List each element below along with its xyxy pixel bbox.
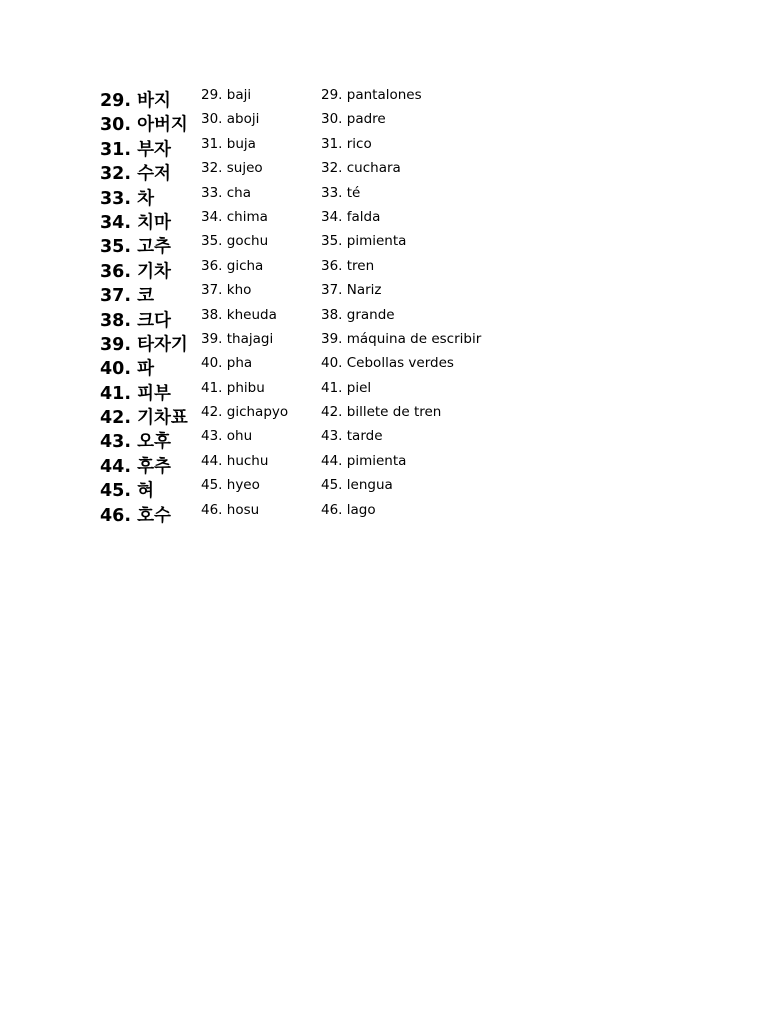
spanish-translation: 41. piel bbox=[321, 379, 372, 396]
korean-word: 32. 수저 bbox=[100, 164, 171, 185]
vocab-row bbox=[100, 305, 660, 329]
spanish-translation: 34. falda bbox=[321, 208, 381, 225]
romanization: 38. kheuda bbox=[201, 306, 277, 323]
spanish-translation: 35. pimienta bbox=[321, 233, 407, 250]
vocab-row bbox=[100, 280, 660, 307]
korean-word: 46. 호수 bbox=[100, 505, 171, 526]
vocab-row bbox=[100, 158, 660, 185]
spanish-translation: 39. máquina de escribir bbox=[321, 330, 482, 347]
romanization: 43. ohu bbox=[201, 428, 253, 445]
romanization: 29. baji bbox=[201, 87, 252, 103]
romanization: 30. aboji bbox=[201, 111, 260, 128]
vocab-row bbox=[100, 353, 660, 380]
korean-word: 42. 기차표 bbox=[100, 408, 188, 429]
romanization: 42. gichapyo bbox=[201, 404, 289, 421]
spanish-translation: 30. padre bbox=[321, 111, 386, 128]
spanish-translation: 36. tren bbox=[321, 257, 375, 274]
spanish-translation: 29. pantalones bbox=[321, 87, 422, 103]
vocab-row bbox=[100, 500, 660, 524]
korean-word: 34. 치마 bbox=[100, 212, 171, 233]
spanish-translation: 40. Cebollas verdes bbox=[321, 355, 454, 372]
romanization: 33. cha bbox=[201, 184, 252, 201]
vocab-row bbox=[100, 426, 660, 453]
spanish-translation: 32. cuchara bbox=[321, 160, 401, 177]
vocab-row bbox=[100, 402, 660, 429]
spanish-translation: 46. lago bbox=[321, 501, 376, 518]
vocab-row bbox=[100, 256, 660, 280]
romanization: 44. huchu bbox=[201, 452, 269, 469]
korean-word: 29. 바지 bbox=[100, 91, 171, 111]
romanization: 31. buja bbox=[201, 135, 256, 152]
korean-word: 44. 후추 bbox=[100, 456, 171, 477]
romanization: 46. hosu bbox=[201, 501, 260, 518]
romanization: 35. gochu bbox=[201, 233, 269, 250]
korean-word: 35. 고추 bbox=[100, 237, 171, 258]
korean-word: 36. 기차 bbox=[100, 261, 171, 282]
korean-word: 45. 혀 bbox=[100, 481, 154, 502]
spanish-translation: 45. lengua bbox=[321, 477, 393, 494]
vocab-row bbox=[100, 183, 660, 207]
romanization: 40. pha bbox=[201, 355, 253, 372]
vocab-row bbox=[100, 207, 660, 231]
spanish-translation: 33. té bbox=[321, 184, 361, 201]
spanish-translation: 42. billete de tren bbox=[321, 404, 442, 421]
vocab-row bbox=[100, 378, 660, 402]
vocab-row bbox=[100, 231, 660, 258]
spanish-translation: 37. Nariz bbox=[321, 282, 382, 299]
spanish-translation: 31. rico bbox=[321, 135, 372, 152]
romanization: 41. phibu bbox=[201, 379, 265, 396]
romanization: 34. chima bbox=[201, 208, 268, 225]
vocab-row bbox=[100, 109, 660, 136]
korean-word: 31. 부자 bbox=[100, 139, 171, 160]
romanization: 39. thajagi bbox=[201, 330, 274, 347]
korean-word: 38. 크다 bbox=[100, 310, 171, 331]
vocab-row bbox=[100, 475, 660, 502]
korean-word: 33. 차 bbox=[100, 188, 154, 209]
spanish-translation: 44. pimienta bbox=[321, 452, 407, 469]
romanization: 37. kho bbox=[201, 282, 252, 299]
vocab-row bbox=[100, 451, 660, 475]
korean-word: 39. 타자기 bbox=[100, 334, 188, 355]
vocab-row bbox=[100, 329, 660, 353]
vocabulary-list bbox=[100, 85, 660, 524]
romanization: 36. gicha bbox=[201, 257, 264, 274]
korean-word: 43. 오후 bbox=[100, 432, 171, 453]
romanization: 32. sujeo bbox=[201, 160, 263, 177]
vocab-row bbox=[100, 134, 660, 158]
korean-word: 30. 아버지 bbox=[100, 115, 188, 136]
romanization: 45. hyeo bbox=[201, 477, 260, 494]
korean-word: 37. 코 bbox=[100, 286, 154, 307]
vocab-row bbox=[100, 85, 660, 109]
korean-word: 40. 파 bbox=[100, 359, 154, 380]
spanish-translation: 43. tarde bbox=[321, 428, 383, 445]
spanish-translation: 38. grande bbox=[321, 306, 395, 323]
korean-word: 41. 피부 bbox=[100, 383, 171, 404]
